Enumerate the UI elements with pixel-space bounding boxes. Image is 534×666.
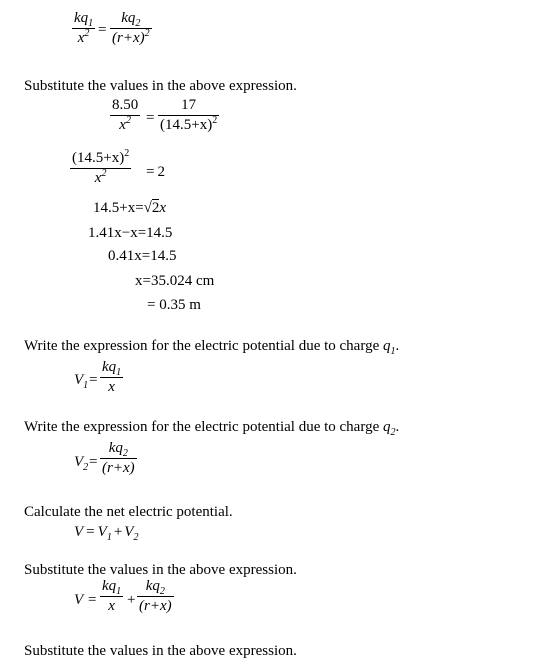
vt-frac1 bbox=[100, 578, 123, 615]
v2-equals: = bbox=[89, 454, 98, 470]
q-label: q bbox=[382, 419, 391, 435]
eq1-equals: = bbox=[98, 22, 107, 38]
subscript-1: 1 bbox=[116, 367, 122, 378]
sentence-substitute-3: Substitute the values in the above expression. bbox=[24, 643, 297, 659]
eq2-lhs-fraction bbox=[110, 97, 140, 134]
eq2-equals: = bbox=[146, 110, 155, 126]
ratio-result: 2 bbox=[157, 164, 165, 180]
fraction-bar bbox=[158, 115, 219, 116]
v1-fraction bbox=[100, 359, 123, 396]
v2-label: V bbox=[124, 524, 134, 540]
v-label: V bbox=[74, 372, 84, 388]
eq2-rhs-fraction bbox=[158, 97, 219, 134]
eq5-line: 1.41x−x=14.5 bbox=[88, 225, 173, 241]
eq1-rhs-den bbox=[110, 30, 152, 47]
eq4-sqrt-line bbox=[93, 200, 166, 217]
subscript-2: 2 bbox=[135, 18, 141, 29]
vt-frac2-num bbox=[137, 578, 174, 595]
superscript-2: 2 bbox=[101, 168, 107, 179]
eq2-lhs-num: 8.50 bbox=[112, 97, 139, 113]
vt-frac2-den: (r+x) bbox=[139, 598, 172, 614]
fraction-bar bbox=[100, 458, 137, 459]
sqrt-line-lhs: 14.5+x= bbox=[93, 200, 144, 216]
vt-frac2 bbox=[137, 578, 174, 615]
vt-plus: + bbox=[127, 592, 136, 608]
sentence-net-potential: Calculate the net electric potential. bbox=[24, 504, 233, 520]
kq-label: kq bbox=[145, 578, 160, 594]
net-potential-equation bbox=[74, 524, 138, 541]
equals-sign: = bbox=[86, 524, 95, 540]
eq3-fraction bbox=[70, 150, 131, 187]
sentence-text: Write the expression for the electric potential due to charge bbox=[24, 419, 380, 435]
v1-equals: = bbox=[89, 372, 98, 388]
sum-den-label: (14.5+x) bbox=[160, 117, 213, 133]
eq2-rhs-num: 17 bbox=[181, 97, 197, 113]
eq2-rhs-den bbox=[158, 117, 219, 134]
v2-fraction bbox=[100, 440, 137, 477]
kq-label: kq bbox=[102, 359, 117, 375]
subscript-1: 1 bbox=[390, 346, 396, 357]
eq1-lhs-num bbox=[72, 10, 95, 27]
x-label: x bbox=[159, 200, 167, 216]
v1-label bbox=[74, 372, 88, 389]
v1-label: V bbox=[97, 524, 107, 540]
x-label: x bbox=[77, 30, 85, 46]
vt-frac1-num bbox=[100, 578, 123, 595]
sentence-substitute-2: Substitute the values in the above expression. bbox=[24, 562, 297, 578]
eq6-line: 0.41x=14.5 bbox=[108, 248, 177, 264]
subscript-2: 2 bbox=[390, 427, 396, 438]
v-total-label: V bbox=[74, 592, 84, 608]
eq1-rhs-num bbox=[110, 10, 152, 27]
superscript-2: 2 bbox=[125, 115, 131, 126]
r-plus-x-label: (r+x) bbox=[112, 30, 145, 46]
subscript-1: 1 bbox=[106, 532, 112, 543]
superscript-2: 2 bbox=[124, 148, 130, 159]
v-total-equals: = bbox=[88, 592, 97, 608]
sentence-potential-q2: Write the expression for the electric potential due to charge $q_2$. bbox=[24, 419, 400, 438]
v-label: V bbox=[74, 524, 84, 540]
q-label: q bbox=[382, 338, 391, 354]
equals-sign: = bbox=[146, 164, 155, 180]
subscript-1: 1 bbox=[83, 380, 89, 391]
eq3-rhs bbox=[146, 164, 165, 181]
sqrt-radicand: 2 bbox=[151, 200, 160, 216]
sentence-substitute-1: Substitute the values in the above expression. bbox=[24, 78, 297, 94]
subscript-2: 2 bbox=[133, 532, 139, 543]
sentence-potential-q1: Write the expression for the electric potential due to charge $q_1$. bbox=[24, 338, 400, 357]
v2-label bbox=[74, 454, 88, 471]
eq7-line: x=35.024 cm bbox=[135, 273, 215, 289]
superscript-2: 2 bbox=[144, 28, 150, 39]
superscript-2: 2 bbox=[212, 115, 218, 126]
vt-frac1-den: x bbox=[108, 598, 115, 614]
kq-label: kq bbox=[74, 10, 89, 26]
kq-label: kq bbox=[102, 578, 117, 594]
subscript-1: 1 bbox=[116, 586, 122, 597]
v2-num bbox=[100, 440, 137, 457]
sentence-text: Write the expression for the electric potential due to charge bbox=[24, 338, 380, 354]
subscript-2: 2 bbox=[83, 462, 89, 473]
x-label: x bbox=[119, 117, 126, 133]
v-label: V bbox=[74, 454, 84, 470]
eq8-line: = 0.35 m bbox=[147, 297, 201, 313]
charge-q1 bbox=[382, 338, 396, 357]
subscript-1: 1 bbox=[88, 18, 94, 29]
eq3-den bbox=[70, 170, 131, 187]
v1-den: x bbox=[108, 379, 115, 395]
eq2-lhs-den bbox=[110, 117, 140, 134]
eq1-lhs-fraction bbox=[72, 10, 95, 47]
eq3-num bbox=[70, 150, 131, 167]
kq-label: kq bbox=[121, 10, 136, 26]
superscript-2: 2 bbox=[84, 28, 90, 39]
fraction-bar bbox=[137, 596, 174, 597]
charge-q2 bbox=[382, 419, 396, 438]
v2-den: (r+x) bbox=[102, 460, 135, 476]
subscript-2: 2 bbox=[159, 586, 165, 597]
subscript-2: 2 bbox=[122, 448, 128, 459]
eq1-rhs-fraction bbox=[110, 10, 152, 47]
v1-num bbox=[100, 359, 123, 376]
kq-label: kq bbox=[108, 440, 123, 456]
sum-label: (14.5+x) bbox=[72, 150, 125, 166]
eq1-lhs-den bbox=[72, 30, 95, 47]
x-label: x bbox=[94, 170, 102, 186]
sqrt-icon: √ bbox=[143, 200, 152, 216]
plus-sign: + bbox=[113, 524, 123, 540]
